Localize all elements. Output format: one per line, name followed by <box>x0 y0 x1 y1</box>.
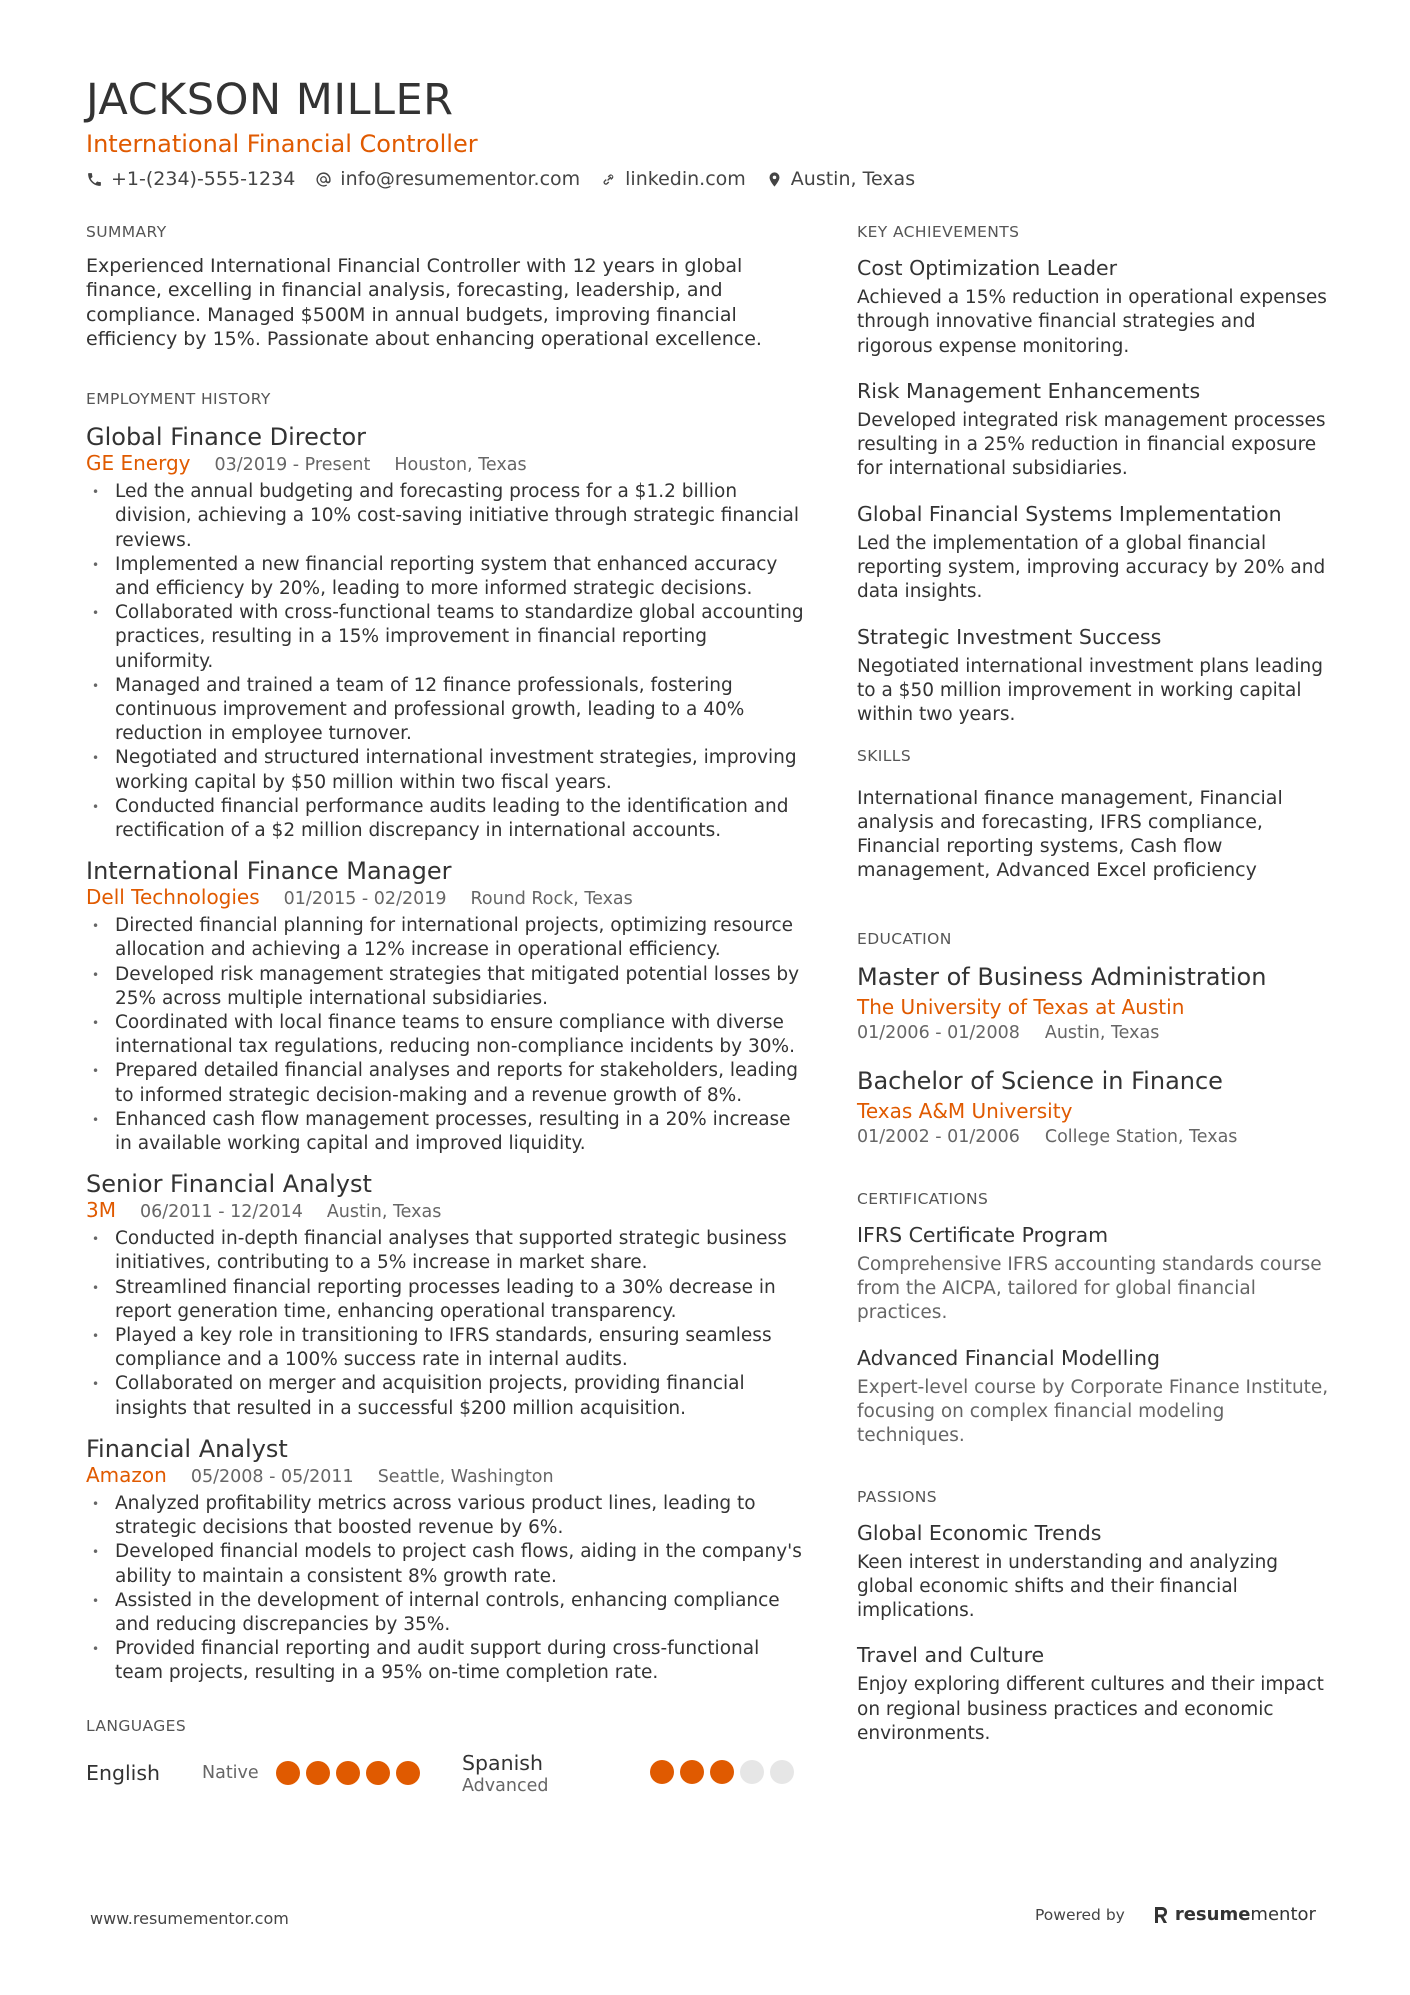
brand-name-light: mentor <box>1250 1904 1316 1925</box>
job-bullet: • Developed risk management strategies that mitigated potential losses by 25% across multiple international subsidiaries. <box>86 963 806 1011</box>
email-text: info@resumementor.com <box>340 168 581 190</box>
achievement-item <box>857 623 1337 728</box>
languages-heading: LANGUAGES <box>86 1716 187 1735</box>
education-location: Austin, Texas <box>1044 1022 1160 1043</box>
job-title: Financial Analyst <box>86 1434 288 1463</box>
resumementor-logo-icon <box>1153 1905 1169 1925</box>
job-entry <box>86 1433 806 1686</box>
job-bullet: • Prepared detailed financial analyses and reports for stakeholders, leading to informed strategic decision-making and a revenue growth of 8%. <box>86 1059 806 1107</box>
candidate-name: JACKSON MILLER <box>86 75 454 125</box>
resume-header <box>86 72 1326 190</box>
certifications-heading: CERTIFICATIONS <box>857 1189 989 1208</box>
achievement-item <box>857 377 1337 482</box>
certification-desc: Expert-level course by Corporate Finance Institute, focusing on complex financial modeling techniques. <box>857 1376 1329 1447</box>
job-bullet: • Collaborated with cross-functional teams to standardize global accounting practices, resulting in a 15% improvement in financial reporting uniformity. <box>86 601 806 674</box>
languages-list <box>86 1750 806 1796</box>
achievement-title: Risk Management Enhancements <box>857 378 1201 403</box>
location-text: Austin, Texas <box>790 168 916 190</box>
job-meta <box>86 1463 806 1489</box>
rating-dot-filled <box>336 1761 360 1785</box>
education-item <box>857 1065 1337 1149</box>
contact-email[interactable] <box>315 168 580 190</box>
footer-branding <box>1035 1904 1316 1925</box>
language-name: Spanish <box>462 1750 543 1775</box>
education-school: The University of Texas at Austin <box>857 994 1185 1019</box>
job-company: GE Energy <box>86 451 191 476</box>
job-dates: 05/2008 - 05/2011 <box>190 1466 354 1487</box>
passion-title: Global Economic Trends <box>857 1520 1102 1545</box>
job-bullet: • Implemented a new financial reporting system that enhanced accuracy and efficiency by 20%, leading to more informed strategic decisions. <box>86 553 806 601</box>
achievement-title: Global Financial Systems Implementation <box>857 501 1282 526</box>
contact-location <box>766 168 915 190</box>
contact-linkedin[interactable] <box>600 168 746 190</box>
language-rating <box>276 1761 426 1785</box>
rating-dot-filled <box>680 1760 704 1784</box>
linkedin-text: linkedin.com <box>625 168 746 190</box>
phone-text: +1-(234)-555-1234 <box>111 168 296 190</box>
summary-heading: SUMMARY <box>86 223 167 241</box>
phone-icon <box>86 171 103 188</box>
job-company: 3M <box>86 1198 116 1223</box>
education-dates: 01/2002 - 01/2006 <box>857 1126 1020 1147</box>
right-column <box>857 222 1337 1764</box>
job-title: Global Finance Director <box>86 423 367 452</box>
education-dates: 01/2006 - 01/2008 <box>857 1022 1020 1043</box>
education-location: College Station, Texas <box>1044 1126 1238 1147</box>
job-dates: 06/2011 - 12/2014 <box>139 1202 303 1223</box>
achievement-item <box>857 500 1337 605</box>
job-title: International Finance Manager <box>86 857 452 886</box>
education-heading: EDUCATION <box>857 929 952 948</box>
rating-dot-filled <box>306 1761 330 1785</box>
job-company: Amazon <box>86 1462 167 1487</box>
language-item <box>462 1750 800 1796</box>
job-bullet: • Managed and trained a team of 12 finance professionals, fostering continuous improvement and professional growth, leading to a 40% reduction in employee turnover. <box>86 674 806 747</box>
language-item <box>86 1750 462 1796</box>
job-bullet: • Played a key role in transitioning to IFRS standards, ensuring seamless compliance and a 100% success rate in internal audits. <box>86 1324 806 1372</box>
passion-item <box>857 1519 1337 1624</box>
employment-heading: EMPLOYMENT HISTORY <box>86 390 271 409</box>
certification-desc: Comprehensive IFRS accounting standards course from the AICPA, tailored for global financial practices. <box>857 1253 1322 1324</box>
certification-item <box>857 1221 1337 1326</box>
skills-heading: SKILLS <box>857 746 912 765</box>
job-bullet: • Collaborated on merger and acquisition projects, providing financial insights that resulted in a successful $200 million acquisition. <box>86 1372 806 1420</box>
left-column <box>86 222 806 1796</box>
achievement-desc: Developed integrated risk management processes resulting in a 25% reduction in financial exposure for international subsidiaries. <box>857 409 1326 480</box>
job-bullet: • Coordinated with local finance teams to ensure compliance with diverse international tax regulations, reducing non-compliance incidents by 30%. <box>86 1011 806 1059</box>
language-level: Advanced <box>462 1775 549 1796</box>
job-entry <box>86 421 806 843</box>
at-sign-icon <box>315 171 332 188</box>
certification-title: Advanced Financial Modelling <box>857 1345 1161 1370</box>
education-meta <box>857 1021 1337 1045</box>
footer-website-link[interactable]: www.resumementor.com <box>90 1909 289 1928</box>
brand-name-bold: resume <box>1174 1904 1251 1925</box>
education-school: Texas A&M University <box>857 1098 1073 1123</box>
passion-desc: Keen interest in understanding and analyzing global economic shifts and their financial implications. <box>857 1551 1279 1622</box>
job-company: Dell Technologies <box>86 885 260 910</box>
job-bullets <box>86 914 806 1156</box>
job-bullet: • Directed financial planning for international projects, optimizing resource allocation and achieving a 12% increase in operational efficiency. <box>86 914 806 962</box>
education-item <box>857 961 1337 1045</box>
job-bullet: • Enhanced cash flow management processes, resulting in a 20% increase in available working capital and improved liquidity. <box>86 1108 806 1156</box>
certification-item <box>857 1344 1337 1449</box>
job-bullet: • Developed financial models to project cash flows, aiding in the company's ability to maintain a consistent 8% growth rate. <box>86 1540 806 1588</box>
contact-phone[interactable] <box>86 168 295 190</box>
link-icon <box>600 171 617 188</box>
rating-dot-empty <box>740 1760 764 1784</box>
job-meta <box>86 885 806 911</box>
job-bullet: • Negotiated and structured international investment strategies, improving working capital by $50 million within two fiscal years. <box>86 746 806 794</box>
passion-desc: Enjoy exploring different cultures and their impact on regional business practices and economic environments. <box>857 1674 1324 1745</box>
rating-dot-filled <box>366 1761 390 1785</box>
achievement-item <box>857 254 1337 359</box>
passions-heading: PASSIONS <box>857 1487 938 1506</box>
rating-dot-filled <box>396 1761 420 1785</box>
achievements-list <box>857 254 1337 728</box>
achievement-title: Cost Optimization Leader <box>857 256 1118 280</box>
language-rating <box>650 1760 800 1784</box>
job-bullet: • Analyzed profitability metrics across various product lines, leading to strategic decisions that boosted revenue by 6%. <box>86 1492 806 1540</box>
language-level: Native <box>202 1762 259 1783</box>
job-dates: 03/2019 - Present <box>214 455 371 476</box>
job-bullets <box>86 1227 806 1421</box>
job-bullet: • Provided financial reporting and audit support during cross-functional team projects, resulting in a 95% on-time completion rate. <box>86 1637 806 1685</box>
rating-dot-filled <box>276 1761 300 1785</box>
job-bullets <box>86 480 806 843</box>
summary-text: Experienced International Financial Controller with 12 years in global finance, excelling in financial analysis, forecasting, leadership, and compliance. Managed $500M in annual budgets, improving financial efficiency by 15%. Passionate about enhancing operational excellence. <box>86 255 762 350</box>
job-dates: 01/2015 - 02/2019 <box>283 889 447 910</box>
education-degree: Bachelor of Science in Finance <box>857 1066 1223 1095</box>
skills-text: International finance management, Financial analysis and forecasting, IFRS compliance, Financial reporting systems, Cash flow management, Advanced Excel proficiency <box>857 786 1283 882</box>
job-entry <box>86 1168 806 1421</box>
rating-dot-filled <box>650 1760 674 1784</box>
job-meta <box>86 1198 806 1224</box>
contact-bar <box>86 168 1326 190</box>
job-bullet: • Conducted in-depth financial analyses that supported strategic business initiatives, contributing to a 5% increase in market share. <box>86 1227 806 1275</box>
job-bullet: • Assisted in the development of internal controls, enhancing compliance and reducing discrepancies by 35%. <box>86 1589 806 1637</box>
job-bullet: • Led the annual budgeting and forecasting process for a $1.2 billion division, achieving a 10% cost-saving initiative through strategic financial reviews. <box>86 480 806 553</box>
passions-list <box>857 1519 1337 1747</box>
job-location: Austin, Texas <box>326 1202 442 1223</box>
job-bullet: • Conducted financial performance audits leading to the identification and rectification of a $2 million discrepancy in international accounts. <box>86 795 806 843</box>
passion-item <box>857 1641 1337 1746</box>
job-bullets <box>86 1492 806 1686</box>
job-location: Round Rock, Texas <box>470 889 633 910</box>
education-degree: Master of Business Administration <box>857 962 1267 991</box>
job-location: Seattle, Washington <box>377 1466 554 1487</box>
rating-dot-filled <box>710 1760 734 1784</box>
map-pin-icon <box>766 171 783 188</box>
job-bullet: • Streamlined financial reporting processes leading to a 30% decrease in report generation time, enhancing operational transparency. <box>86 1276 806 1324</box>
job-title: Senior Financial Analyst <box>86 1170 372 1199</box>
rating-dot-empty <box>770 1760 794 1784</box>
powered-by-label: Powered by <box>1035 1905 1125 1924</box>
job-entry <box>86 855 806 1156</box>
achievements-heading: KEY ACHIEVEMENTS <box>857 223 1020 241</box>
education-meta <box>857 1125 1337 1149</box>
job-meta <box>86 451 806 477</box>
job-location: Houston, Texas <box>394 455 527 476</box>
achievement-desc: Negotiated international investment plans leading to a $50 million improvement in working capital within two years. <box>857 655 1323 726</box>
achievement-desc: Achieved a 15% reduction in operational expenses through innovative financial strategies and rigorous expense monitoring. <box>857 287 1327 357</box>
certification-title: IFRS Certificate Program <box>857 1222 1109 1247</box>
achievement-desc: Led the implementation of a global financial reporting system, improving accuracy by 20% and data insights. <box>857 532 1326 603</box>
language-name: English <box>86 1760 161 1785</box>
brand-logo[interactable] <box>1153 1904 1316 1925</box>
candidate-title: International Financial Controller <box>86 130 478 158</box>
certifications-list <box>857 1221 1337 1449</box>
passion-title: Travel and Culture <box>857 1643 1045 1668</box>
achievement-title: Strategic Investment Success <box>857 624 1162 649</box>
